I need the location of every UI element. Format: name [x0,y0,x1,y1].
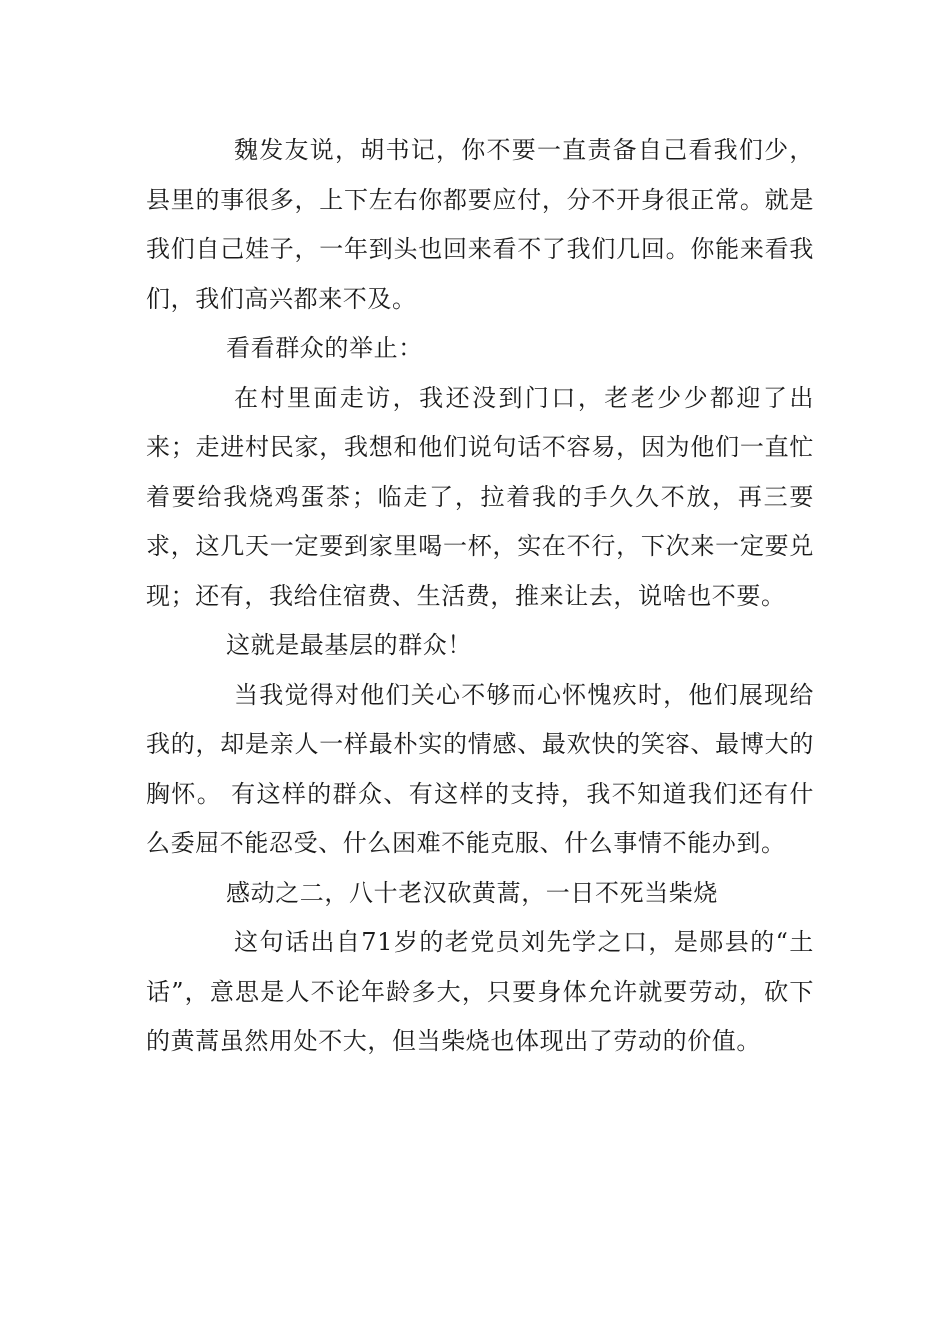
paragraph-3: 在村里面走访，我还没到门口，老老少少都迎了出来；走进村民家，我想和他们说句话不容易，因为他们一直忙着要给我烧鸡蛋茶；临走了，拉着我的手久久不放，再三要求，这几天一定要到家里喝一杯，实在不行，下次来一定要兑现；还有，我给住宿费、生活费，推来让去，说啥也不要。 [146,383,814,610]
paragraph-2: 看看群众的举止： [226,334,423,362]
paragraph-6-heading: 感动之二，八十老汉砍黄蒿，一日不死当柴烧 [226,878,718,907]
paragraph-7: 这句话出自71岁的老党员刘先学之口，是郧县的“土话”，意思是人不论年龄多大，只要身体允许就要劳动，砍下的黄蒿虽然用处不大，但当柴烧也体现出了劳动的价值。 [146,928,814,1055]
paragraph-5: 当我觉得对他们关心不够而心怀愧疚时，他们展现给我的，却是亲人一样最朴实的情感、最欢快的笑容、最博大的胸怀。 有这样的群众、有这样的支持，我不知道我们还有什么委屈不能忍受、什么困难不能克服、什么事情不能办到。 [146,680,814,857]
paragraph-4: 这就是最基层的群众！ [226,631,472,659]
paragraph-1: 魏发友说，胡书记，你不要一直责备自己看我们少，县里的事很多，上下左右你都要应付，分不开身很正常。就是我们自己娃子，一年到头也回来看不了我们几回。你能来看我们，我们高兴都来不及。 [146,136,814,313]
document-body [146,126,814,1067]
